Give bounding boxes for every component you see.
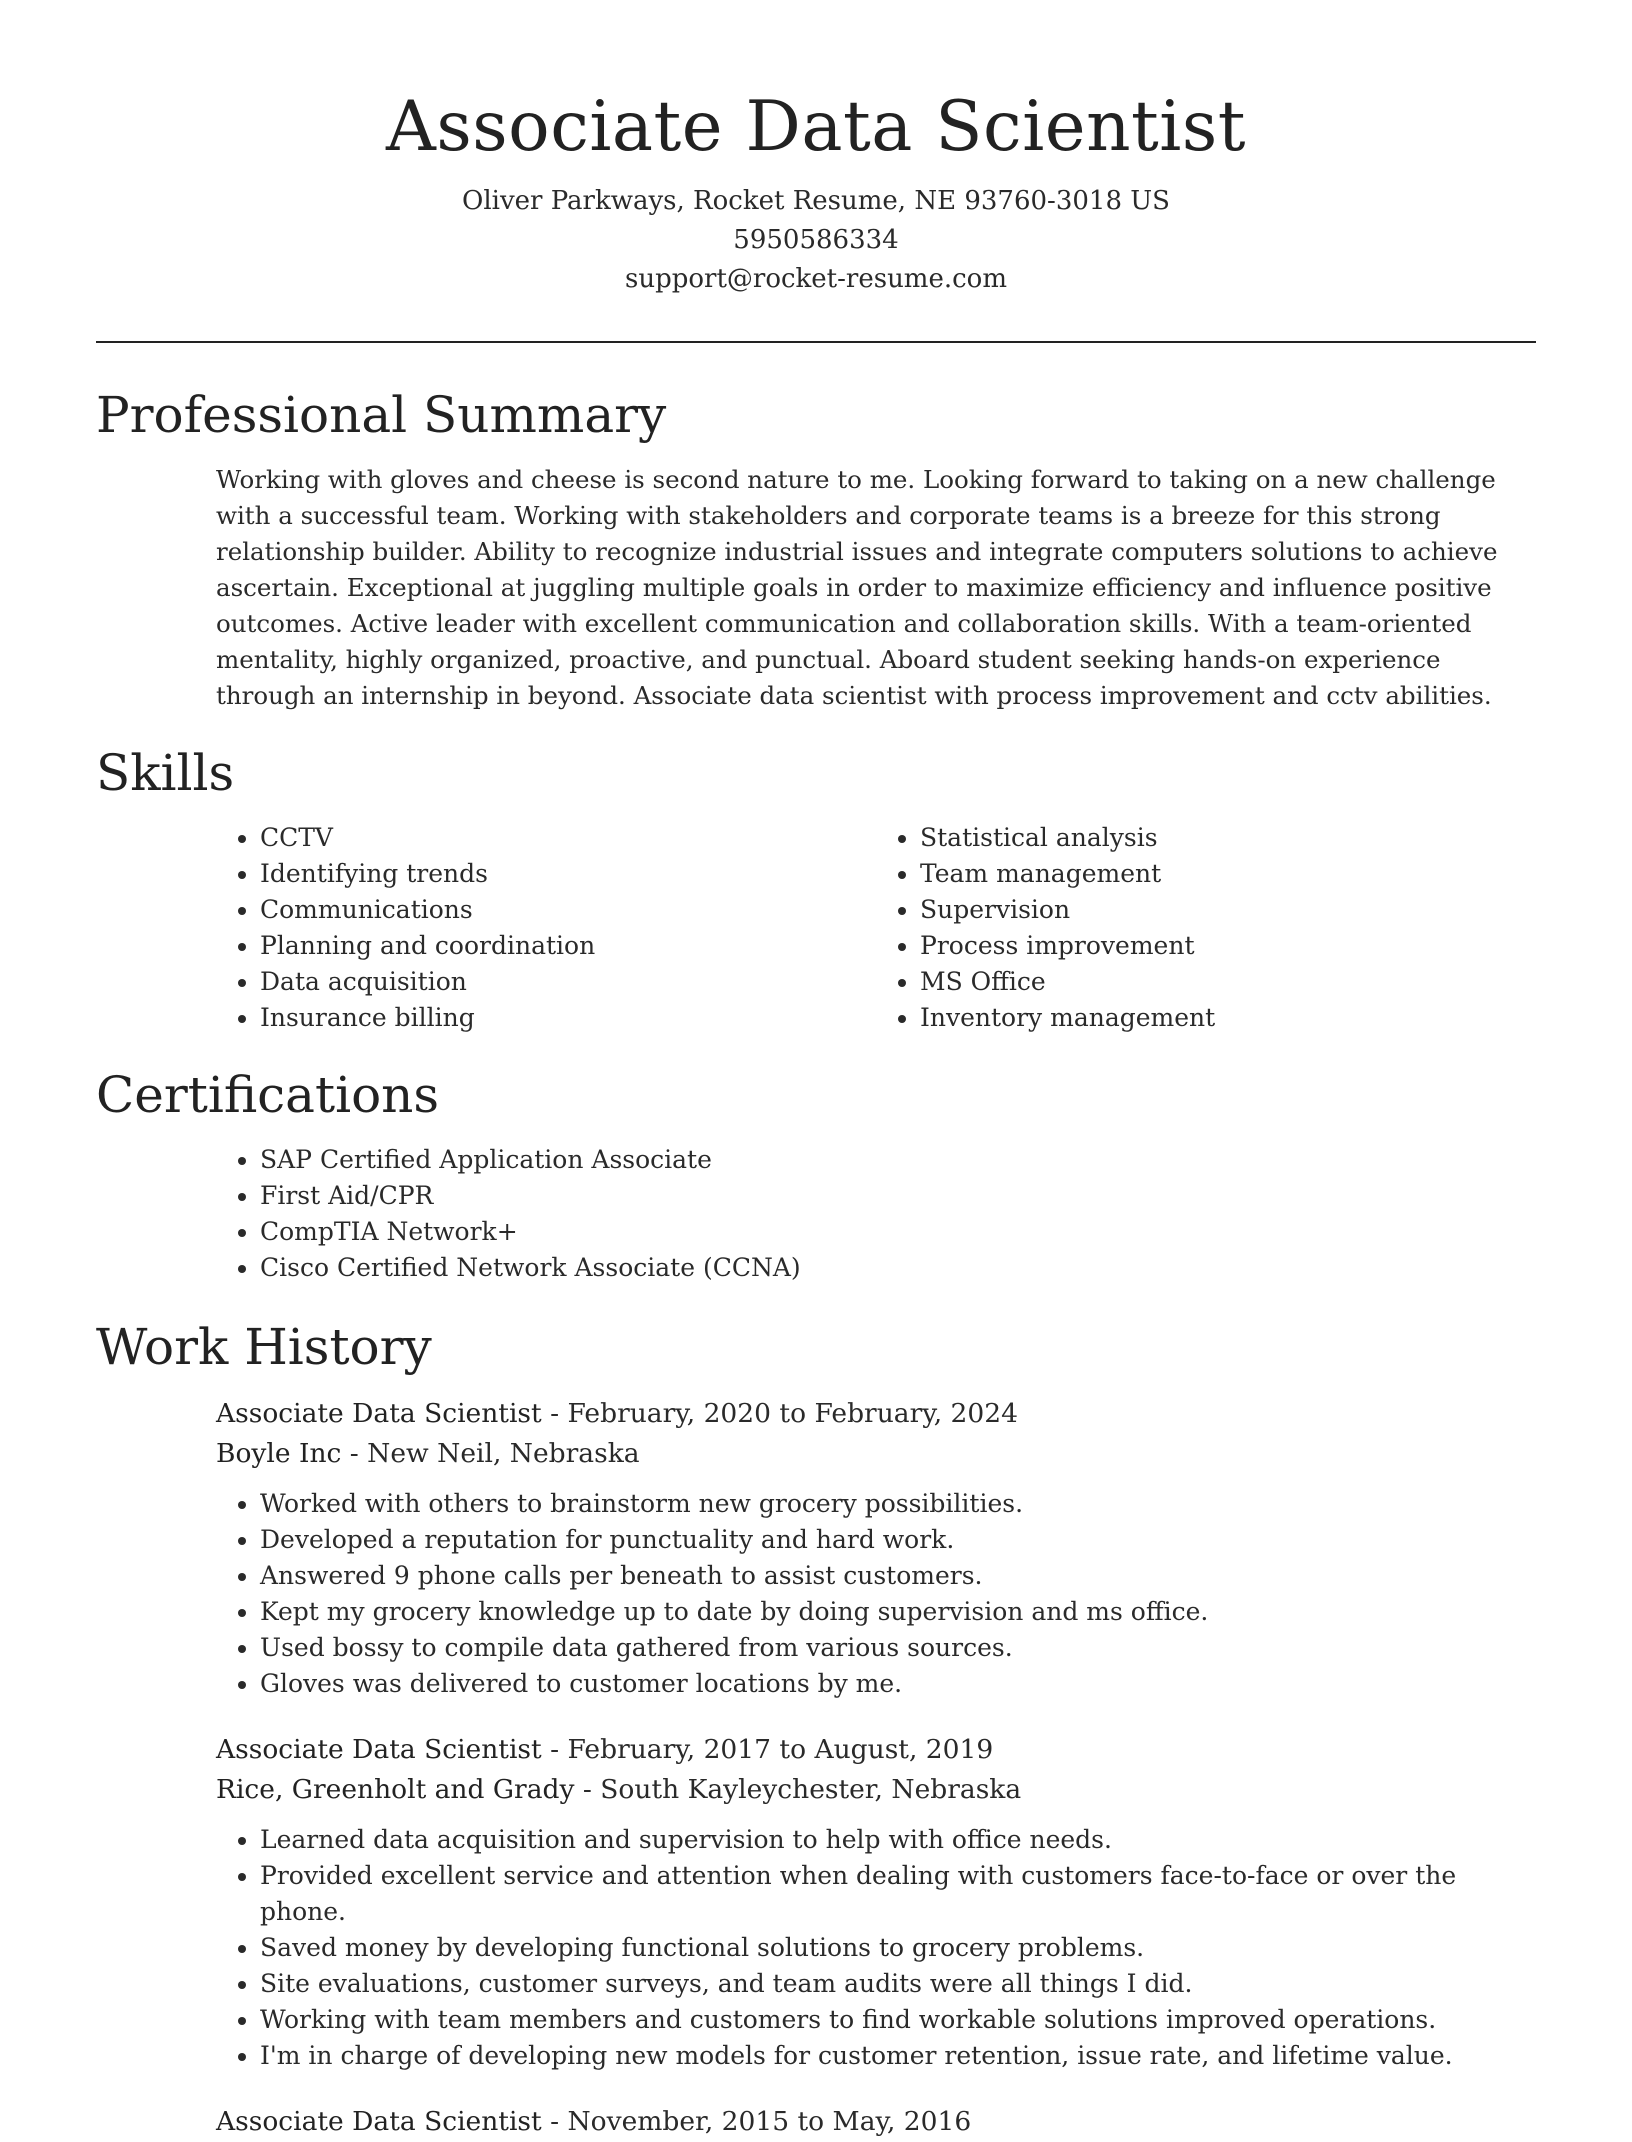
- job-duty: • Worked with others to brainstorm new grocery possibilities.: [260, 1486, 1536, 1522]
- contact-block: [0, 182, 1632, 299]
- skill-item: • Inventory management: [920, 1000, 1536, 1036]
- summary-heading: Professional Summary: [96, 386, 667, 444]
- skill-item: • Identifying trends: [260, 856, 876, 892]
- header-divider: [96, 341, 1536, 343]
- job-entry: [216, 1730, 1536, 2074]
- certification-item: • First Aid/CPR: [260, 1178, 1536, 1214]
- candidate-name: Associate Data Scientist: [386, 87, 1246, 167]
- job-company: Boyle Inc: [216, 1438, 342, 1469]
- address: Oliver Parkways, Rocket Resume, NE 93760-3018 US: [462, 186, 1170, 216]
- job-role: Associate Data Scientist: [216, 1734, 542, 1765]
- job-duty: • Developed a reputation for punctuality and hard work.: [260, 1522, 1536, 1558]
- summary-section: [96, 378, 1536, 714]
- job-duties-list: [216, 1822, 1536, 2074]
- certifications-heading: Certifications: [96, 1066, 440, 1124]
- resume-body: [96, 378, 1536, 2142]
- job-role: Associate Data Scientist: [216, 2106, 542, 2137]
- resume-header: [0, 0, 1632, 299]
- phone-number: 5950586334: [733, 225, 899, 255]
- skill-item: • Data acquisition: [260, 964, 876, 1000]
- job-duty: • Used bossy to compile data gathered from various sources.: [260, 1630, 1536, 1666]
- skill-item: • Planning and coordination: [260, 928, 876, 964]
- job-duties-list: [216, 1486, 1536, 1702]
- job-duty: • I'm in charge of developing new models for customer retention, issue rate, and lifetime value.: [260, 2038, 1536, 2074]
- skill-item: • CCTV: [260, 820, 876, 856]
- skill-item: • Supervision: [920, 892, 1536, 928]
- skill-item: • Team management: [920, 856, 1536, 892]
- job-company-line: [216, 1770, 1536, 1810]
- skills-list-left: [216, 820, 876, 1036]
- certifications-section: [96, 1058, 1536, 1286]
- job-company-line: [216, 1434, 1536, 1474]
- job-location: - New Neil, Nebraska: [341, 1438, 640, 1469]
- job-dates: - February, 2017 to August, 2019: [541, 1734, 994, 1765]
- job-duty: • Answered 9 phone calls per beneath to assist customers.: [260, 1558, 1536, 1594]
- job-title-line: [216, 1394, 1536, 1434]
- job-location: - South Kayleychester, Nebraska: [574, 1774, 1022, 1805]
- job-duty: • Kept my grocery knowledge up to date by doing supervision and ms office.: [260, 1594, 1536, 1630]
- skill-item: • Communications: [260, 892, 876, 928]
- job-duty: • Site evaluations, customer surveys, and team audits were all things I did.: [260, 1966, 1536, 2002]
- certification-item: • CompTIA Network+: [260, 1214, 1536, 1250]
- job-title-line: [216, 2102, 1536, 2142]
- skill-item: • Insurance billing: [260, 1000, 876, 1036]
- skills-heading: Skills: [96, 744, 235, 802]
- certification-item: • SAP Certified Application Associate: [260, 1142, 1536, 1178]
- skills-list-right: [876, 820, 1536, 1036]
- job-title-line: [216, 1730, 1536, 1770]
- skills-columns: [216, 820, 1536, 1036]
- skills-section: [96, 736, 1536, 1036]
- job-duty: • Learned data acquisition and supervision to help with office needs.: [260, 1822, 1536, 1858]
- job-entry: [216, 2102, 1536, 2142]
- job-duty: • Saved money by developing functional solutions to grocery problems.: [260, 1930, 1536, 1966]
- job-company: Rice, Greenholt and Grady: [216, 1774, 575, 1805]
- job-duty: • Working with team members and customers to find workable solutions improved operations.: [260, 2002, 1536, 2038]
- work-history-heading: Work History: [96, 1318, 432, 1376]
- email-address: support@rocket-resume.com: [624, 264, 1007, 294]
- skill-item: • MS Office: [920, 964, 1536, 1000]
- job-dates: - February, 2020 to February, 2024: [541, 1398, 1018, 1429]
- summary-text: Working with gloves and cheese is second nature to me. Looking forward to taking on a new challenge with a successful team. Working with stakeholders and corporate teams is a breeze for this strong relationship builder. Ability to recognize industrial issues and integrate computers solutions to achieve ascertain. Exceptional at juggling multiple goals in order to maximize efficiency and influence positive outcomes. Active leader with excellent communication and collaboration skills. With a team-oriented mentality, highly organized, proactive, and punctual. Aboard student seeking hands-on experience through an internship in beyond. Associate data scientist with process improvement and cctv abilities.: [216, 465, 1498, 710]
- job-duty: • Gloves was delivered to customer locations by me.: [260, 1666, 1536, 1702]
- skill-item: • Process improvement: [920, 928, 1536, 964]
- work-history-section: [96, 1310, 1536, 2142]
- job-entry: [216, 1394, 1536, 1702]
- certification-item: • Cisco Certified Network Associate (CCNA): [260, 1250, 1536, 1286]
- skill-item: • Statistical analysis: [920, 820, 1536, 856]
- job-dates: - November, 2015 to May, 2016: [541, 2106, 972, 2137]
- job-duty: • Provided excellent service and attention when dealing with customers face-to-face or over the phone.: [260, 1858, 1536, 1930]
- certifications-list: [216, 1142, 1536, 1286]
- job-role: Associate Data Scientist: [216, 1398, 542, 1429]
- certifications-block: [216, 1142, 1536, 1286]
